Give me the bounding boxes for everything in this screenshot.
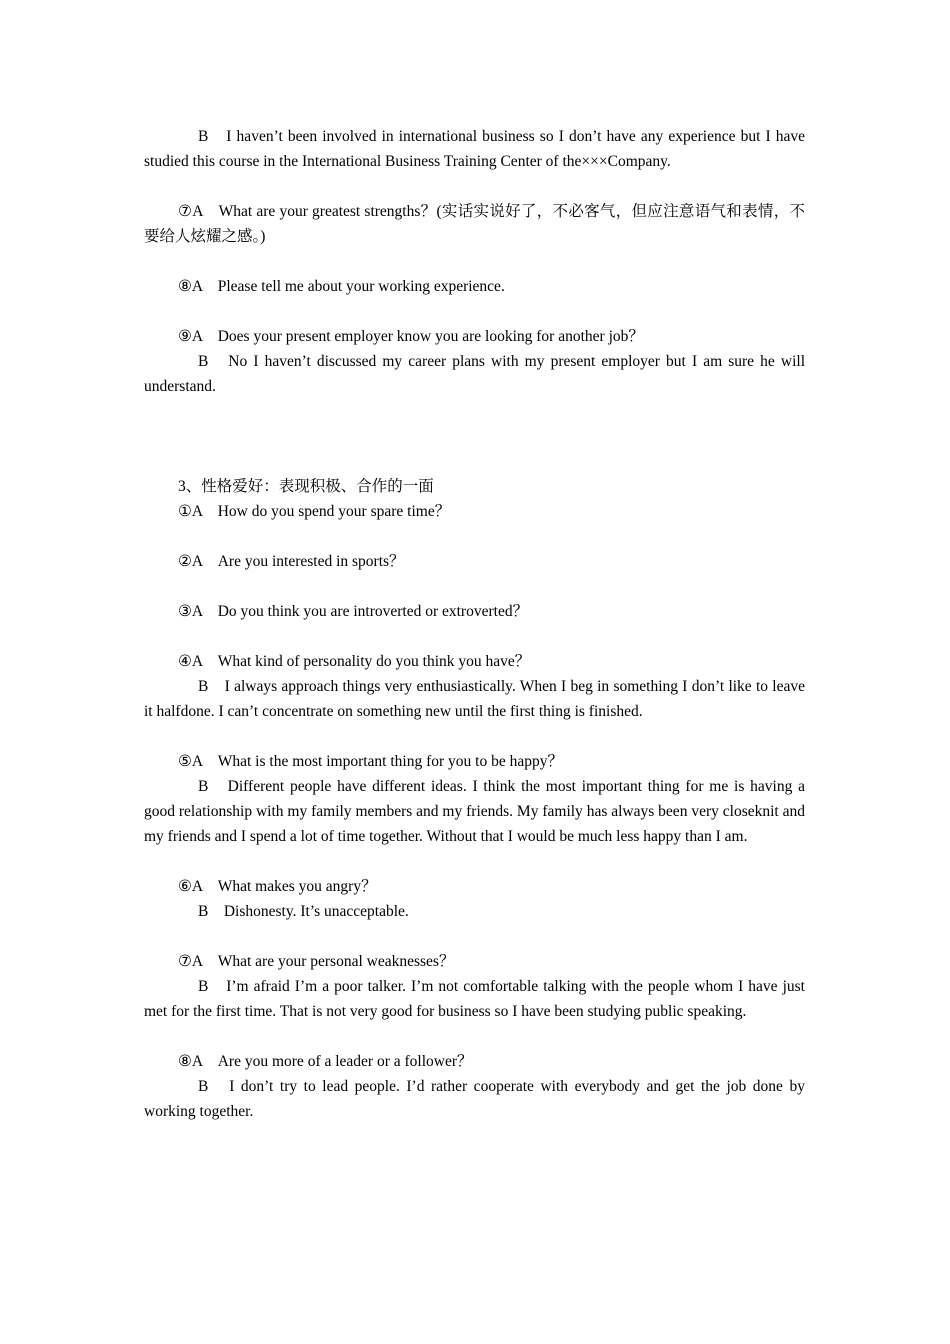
paragraph: ②A Are you interested in sports？ [178,553,405,570]
paragraph: ⑦A What are your greatest strengths？(实话实说好了，不必客气，但应注意语气和表情，不要给人炫耀之感。) [144,203,805,245]
blank-line [144,1024,805,1049]
paragraph: B I always approach things very enthusiastically. When I beg in something I don’t like to leave it halfdone. I can’t concentrate on something new until the first thing is finished. [144,678,805,720]
paragraph: B I haven’t been involved in international business so I don’t have any experience but I have studied this course in the International Business Training Center of the×××Company. [144,128,805,170]
blank-line [144,299,805,324]
paragraph: B Dishonesty. It’s unacceptable. [198,903,409,920]
paragraph: ⑤A What is the most important thing for you to be happy？ [178,753,563,770]
paragraph: ⑧A Are you more of a leader or a follower？ [178,1053,473,1070]
paragraph: B Different people have different ideas. I think the most important thing for me is having a good relationship with my family members and my friends. My family has always been very closeknit and my friends and I spend a lot of time together. Without that I would be much less happy than I am. [144,778,805,845]
blank-line [144,849,805,874]
blank-line [144,624,805,649]
blank-line [144,724,805,749]
paragraph: B I’m afraid I’m a poor talker. I’m not comfortable talking with the people whom I have just met for the first time. That is not very good for business so I have been studying public speaking. [144,978,805,1020]
paragraph: B I don’t try to lead people. I’d rather cooperate with everybody and get the job done by working together. [144,1078,805,1120]
paragraph: ③A Do you think you are introverted or extroverted？ [178,603,529,620]
paragraph: ①A How do you spend your spare time？ [178,503,451,520]
paragraph: B No I haven’t discussed my career plans with my present employer but I am sure he will understand. [144,353,805,395]
blank-line [144,924,805,949]
blank-line [144,174,805,199]
paragraph: ④A What kind of personality do you think you have？ [178,653,531,670]
document-page [144,124,805,1124]
blank-line [144,524,805,549]
paragraph: ⑦A What are your personal weaknesses？ [178,953,455,970]
blank-line [144,249,805,274]
paragraph: 3、性格爱好：表现积极、合作的一面 [178,478,434,495]
blank-line [144,399,805,474]
paragraph: ⑥A What makes you angry？ [178,878,377,895]
blank-line [144,574,805,599]
paragraph: ⑧A Please tell me about your working experience. [178,278,505,295]
paragraph: ⑨A Does your present employer know you are looking for another job？ [178,328,644,345]
